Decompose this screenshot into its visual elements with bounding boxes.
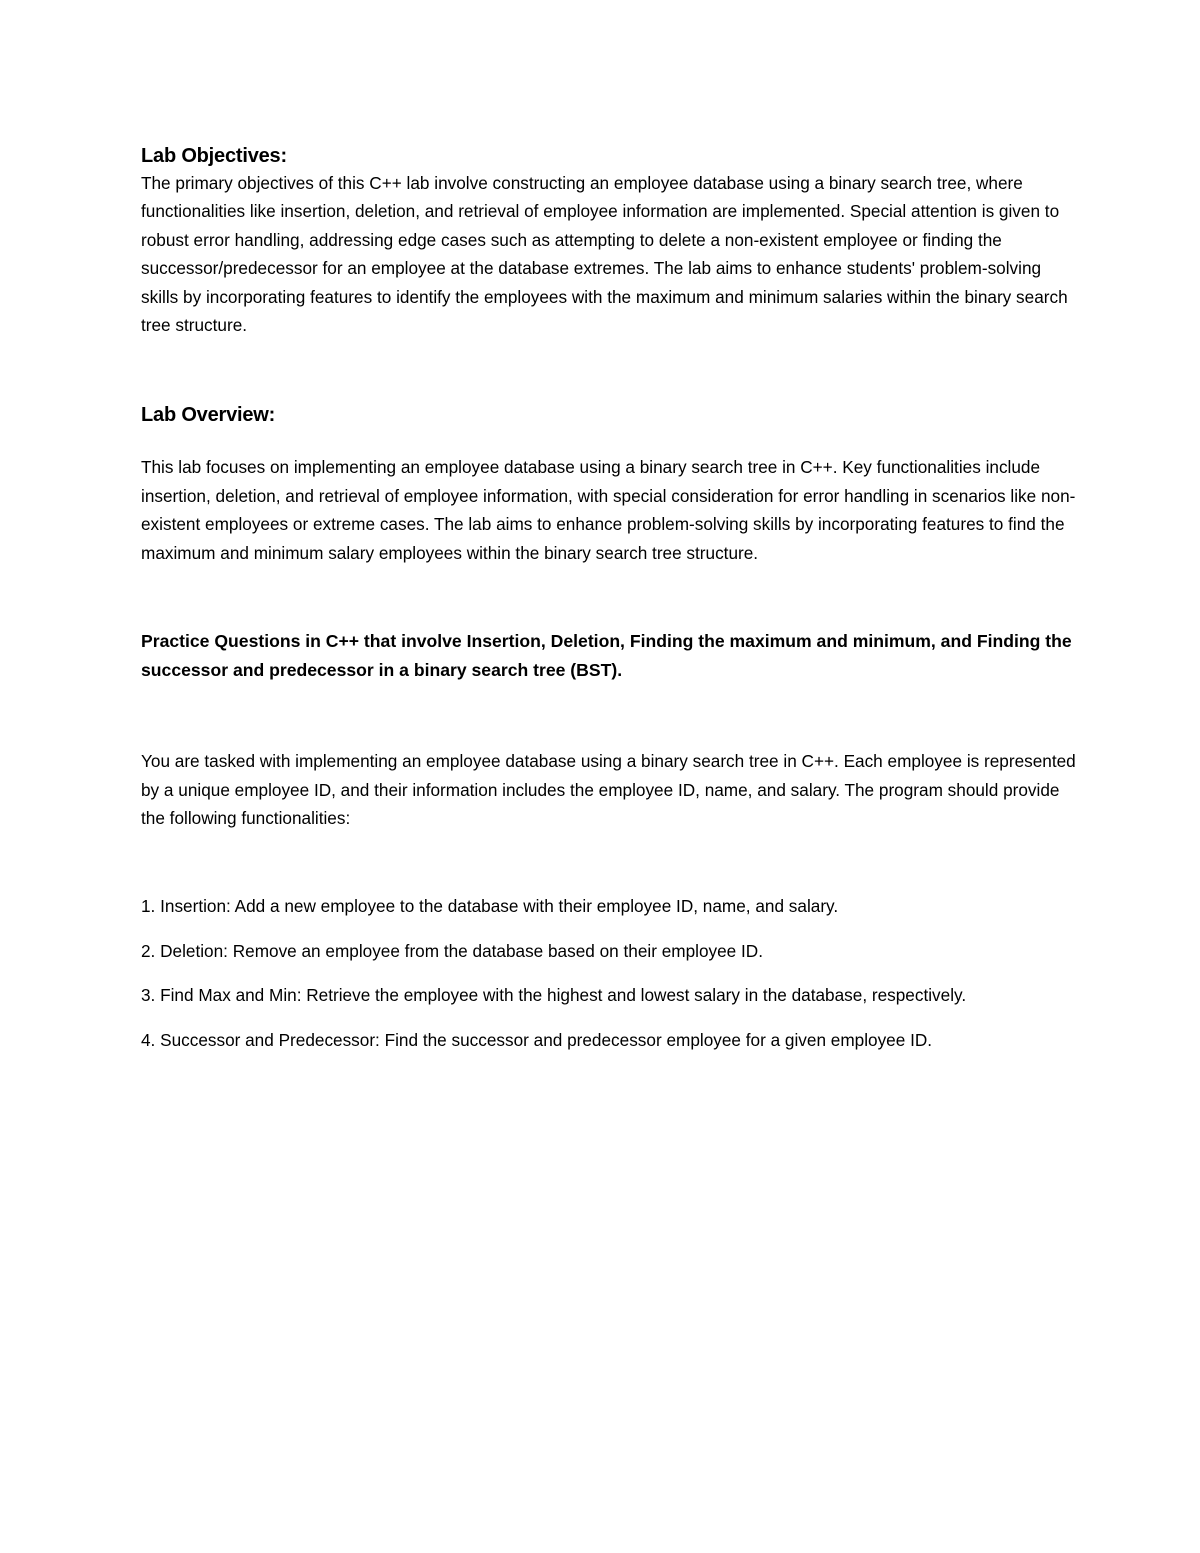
- document-body: [141, 143, 1081, 1070]
- list-item-max-min: 3. Find Max and Min: Retrieve the employee with the highest and lowest salary in the database, respectively.: [141, 985, 967, 1006]
- lab-objectives-paragraph: The primary objectives of this C++ lab involve constructing an employee database using a binary search tree, where functionalities like insertion, deletion, and retrieval of employee information are implemented. Special attention is given to robust error handling, addressing edge cases such as attempting to delete a non-existent employee or finding the successor/predecessor for an employee at the database extremes. The lab aims to enhance students' problem-solving skills by incorporating features to identify the employees with the maximum and minimum salaries within the binary search tree structure.: [141, 173, 1068, 336]
- list-item-deletion: 2. Deletion: Remove an employee from the database based on their employee ID.: [141, 940, 763, 961]
- lab-objectives-heading: Lab Objectives:: [141, 145, 287, 167]
- practice-questions-heading: Practice Questions in C++ that involve Insertion, Deletion, Finding the maximum and minimum, and Finding the successor and predecessor in a binary search tree (BST).: [141, 631, 1072, 680]
- task-intro-paragraph: You are tasked with implementing an employee database using a binary search tree in C++. Each employee is represented by a unique employee ID, and their information includes the employee ID, name, and salary. The program should provide the following functionalities:: [141, 751, 1076, 829]
- lab-overview-heading: Lab Overview:: [141, 404, 276, 427]
- lab-overview-paragraph: This lab focuses on implementing an employee database using a binary search tree in C++. Key functionalities include insertion, deletion, and retrieval of employee information, with special consideration for error handling in scenarios like non-existent employees or extreme cases. The lab aims to enhance problem-solving skills by incorporating features to find the maximum and minimum salary employees within the binary search tree structure.: [141, 457, 1076, 563]
- functionality-list: [141, 892, 1081, 1054]
- list-item-successor-predecessor: 4. Successor and Predecessor: Find the successor and predecessor employee for a given employee ID.: [141, 1029, 933, 1050]
- list-item-insertion: 1. Insertion: Add a new employee to the database with their employee ID, name, and salary.: [141, 896, 839, 917]
